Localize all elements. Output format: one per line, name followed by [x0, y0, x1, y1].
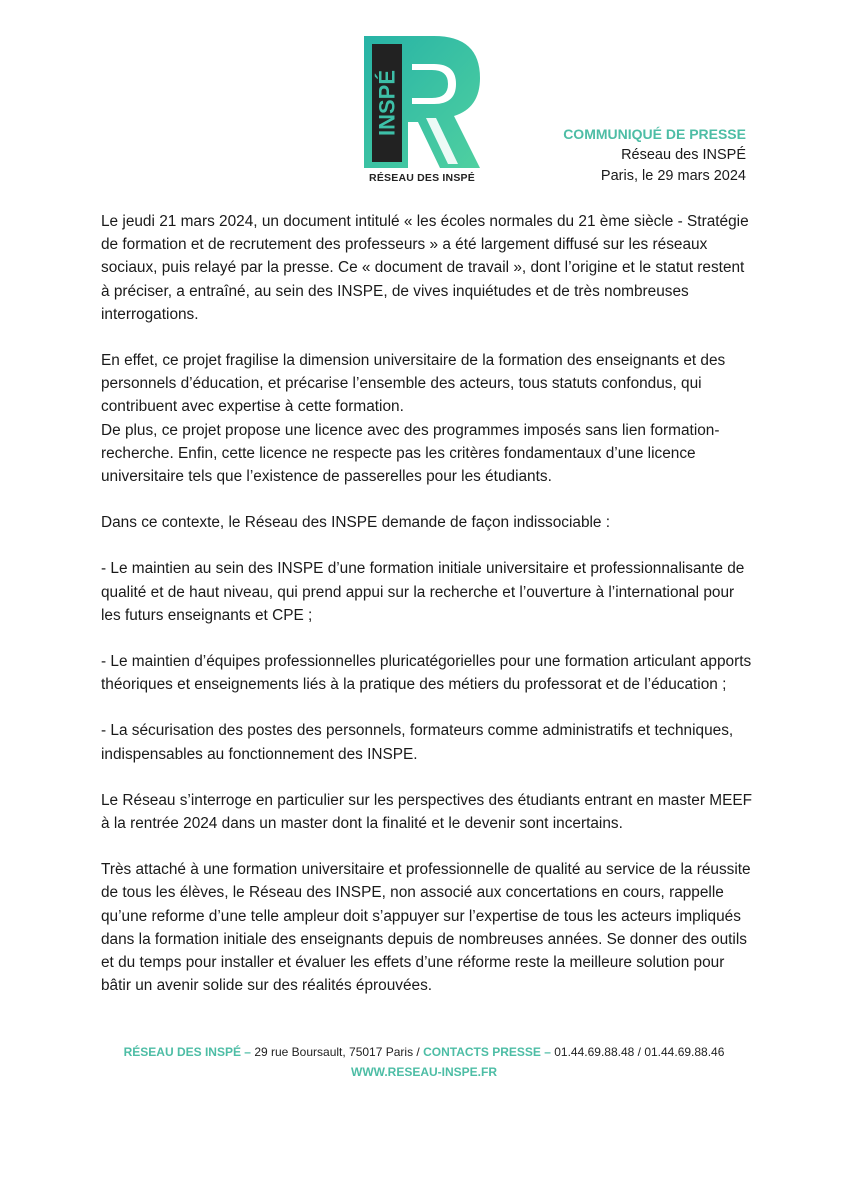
demand-item-equipes: - Le maintien d’équipes professionnelles pluricatégorielles pour une formation articulant apports théoriques et enseignements liés à la pratique des métiers du professorat et de l’éducation ; [101, 653, 752, 694]
footer-contacts-label: CONTACTS PRESSE – [423, 1045, 551, 1059]
inspe-logo-mark [362, 34, 482, 170]
paragraph-licence: De plus, ce projet propose une licence avec des programmes imposés sans lien formation-recherche. Enfin, cette licence ne respecte pas les critères fondamentaux d’une licence universitaire tels que l’existence de passerelles pour les étudiants. [101, 421, 720, 486]
footer [0, 1042, 848, 1082]
footer-phones: 01.44.69.88.48 / 01.44.69.88.46 [554, 1045, 725, 1059]
press-release-label: COMMUNIQUÉ DE PRESSE [563, 126, 746, 142]
header-organization: Réseau des INSPÉ [621, 147, 746, 163]
footer-org-label: RÉSEAU DES INSPÉ – [123, 1045, 251, 1059]
logo-vertical-text: INSPÉ [374, 69, 400, 137]
header-place-date: Paris, le 29 mars 2024 [600, 168, 746, 184]
paragraph-intro: Le jeudi 21 mars 2024, un document intitulé « les écoles normales du 21 ème siècle - Stratégie de formation et de recrutement des professeurs » a été largement diffusé sur les réseaux sociaux, puis relayé par la presse. Ce « document de travail », dont l’origine et le statut restent à préciser, a entraîné, au sein des INSPE, de vives inquiétudes et de très nombreuses interrogations. [101, 213, 749, 323]
press-release-body [101, 210, 756, 997]
paragraph-demands-intro: Dans ce contexte, le Réseau des INSPE demande de façon indissociable : [101, 514, 611, 532]
header-block [563, 124, 746, 187]
logo-caption: RÉSEAU DES INSPÉ [369, 172, 475, 184]
inspe-logo [362, 34, 482, 184]
footer-address: 29 rue Boursault, 75017 Paris / [254, 1045, 420, 1059]
paragraph-effect: En effet, ce projet fragilise la dimension universitaire de la formation des enseignants et des personnels d’éducation, et précarise l’ensemble des acteurs, tous statuts confondus, qui contribuent avec expertise à cette formation. [101, 352, 726, 416]
demand-item-securisation: - La sécurisation des postes des personnels, formateurs comme administratifs et techniques, indispensables au fonctionnement des INSPE. [101, 722, 734, 763]
footer-website-link[interactable]: WWW.RESEAU-INSPE.FR [351, 1065, 497, 1079]
paragraph-conclusion: Très attaché à une formation universitaire et professionnelle de qualité au service de la réussite de tous les élèves, le Réseau des INSPE, non associé aux concertations en cours, rappelle qu’une reforme d’une telle ampleur doit s’appuyer sur l’expertise de tous les acteurs impliqués dans la formation initiale des enseignants depuis de nombreuses années. Se donner des outils et du temps pour installer et évaluer les effets d’une réforme reste la meilleure solution pour bâtir un avenir solide sur des réalités éprouvées. [101, 861, 751, 995]
paragraph-meef: Le Réseau s’interroge en particulier sur les perspectives des étudiants entrant en master MEEF à la rentrée 2024 dans un master dont la finalité et le devenir sont incertains. [101, 791, 753, 833]
demand-item-formation: - Le maintien au sein des INSPE d’une formation initiale universitaire et professionnalisante de qualité et de haut niveau, qui prend appui sur la recherche et l’ouverture à l’international pour les futurs enseignants et CPE ; [101, 560, 745, 624]
